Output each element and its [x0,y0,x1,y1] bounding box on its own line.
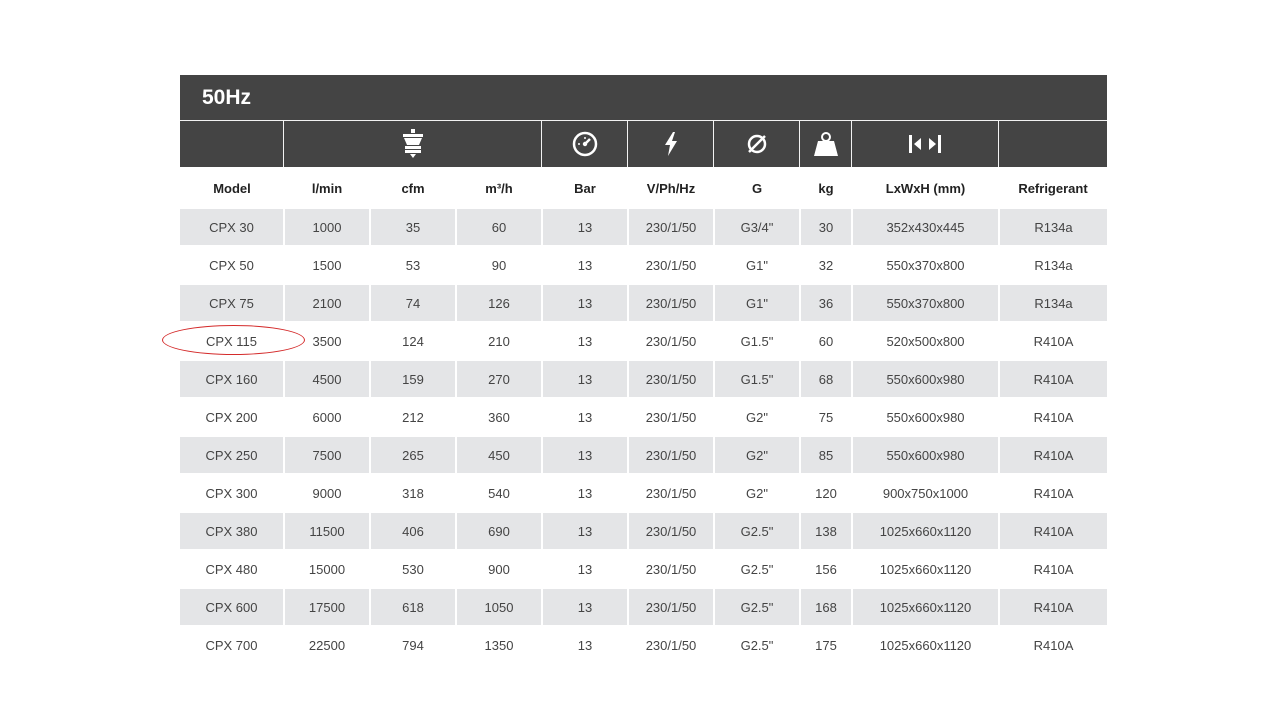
cell-model: CPX 50 [180,246,284,284]
cell-refrigerant: R410A [999,550,1107,588]
table-row [180,436,1107,474]
cell-voltage: 230/1/50 [628,474,714,512]
cell-bar: 13 [542,246,628,284]
icon-cell-empty [999,121,1107,167]
cell-model: CPX 600 [180,588,284,626]
table-row [180,209,1107,246]
cell-connection: G1" [714,246,800,284]
cell-refrigerant: R410A [999,398,1107,436]
cell-lmin: 17500 [284,588,370,626]
cell-dimensions: 550x370x800 [852,246,999,284]
header-model: Model [213,180,251,196]
cell-cfm: 124 [370,322,456,360]
header-lmin: l/min [311,180,343,196]
cell-connection: G2" [714,474,800,512]
cell-m3h: 690 [456,512,542,550]
table-row [180,246,1107,284]
table-row [180,474,1107,512]
cell-dimensions: 900x750x1000 [852,474,999,512]
cell-voltage: 230/1/50 [628,626,714,664]
cell-weight: 75 [800,398,852,436]
cell-bar: 13 [542,284,628,322]
column-header-row [180,167,1107,209]
cell-connection: G1.5" [714,360,800,398]
icon-header-row [180,120,1107,167]
cell-refrigerant: R134a [999,284,1107,322]
cell-bar: 13 [542,436,628,474]
cell-lmin: 9000 [284,474,370,512]
cell-model: CPX 250 [180,436,284,474]
cell-model: CPX 300 [180,474,284,512]
cell-m3h: 1050 [456,588,542,626]
cell-refrigerant: R410A [999,512,1107,550]
cell-connection: G2.5" [714,550,800,588]
table-row [180,626,1107,664]
cell-bar: 13 [542,588,628,626]
cell-weight: 68 [800,360,852,398]
cell-refrigerant: R134a [999,209,1107,246]
frequency-title: 50Hz [202,85,252,109]
cell-m3h: 60 [456,209,542,246]
cell-voltage: 230/1/50 [628,588,714,626]
table-row [180,550,1107,588]
cell-m3h: 1350 [456,626,542,664]
highlight-ellipse [162,325,305,355]
icon-cell-empty [180,121,284,167]
cell-model: CPX 480 [180,550,284,588]
cell-bar: 13 [542,398,628,436]
cell-voltage: 230/1/50 [628,322,714,360]
cell-m3h: 540 [456,474,542,512]
cell-weight: 30 [800,209,852,246]
cell-connection: G2.5" [714,588,800,626]
cell-refrigerant: R134a [999,246,1107,284]
cell-lmin: 3500 [284,322,370,360]
cell-connection: G1.5" [714,322,800,360]
cell-lmin: 22500 [284,626,370,664]
cell-bar: 13 [542,626,628,664]
cell-dimensions: 352x430x445 [852,209,999,246]
cell-dimensions: 520x500x800 [852,322,999,360]
cell-dimensions: 550x600x980 [852,436,999,474]
cell-bar: 13 [542,360,628,398]
cell-cfm: 265 [370,436,456,474]
cell-model: CPX 30 [180,209,284,246]
cell-bar: 13 [542,474,628,512]
cell-weight: 138 [800,512,852,550]
cell-dimensions: 550x600x980 [852,360,999,398]
table-row [180,512,1107,550]
table-row [180,588,1107,626]
cell-cfm: 794 [370,626,456,664]
cell-connection: G2" [714,436,800,474]
cell-cfm: 406 [370,512,456,550]
cell-weight: 156 [800,550,852,588]
cell-connection: G2.5" [714,512,800,550]
cell-lmin: 15000 [284,550,370,588]
cell-connection: G1" [714,284,800,322]
cell-lmin: 7500 [284,436,370,474]
cell-cfm: 159 [370,360,456,398]
cell-bar: 13 [542,322,628,360]
cell-cfm: 53 [370,246,456,284]
spec-table [180,167,1107,665]
cell-model: CPX 75 [180,284,284,322]
cell-voltage: 230/1/50 [628,246,714,284]
header-dimensions: LxWxH (mm) [885,180,966,196]
cell-cfm: 74 [370,284,456,322]
cell-refrigerant: R410A [999,360,1107,398]
cell-voltage: 230/1/50 [628,436,714,474]
header-voltage: V/Ph/Hz [646,180,696,196]
cell-bar: 13 [542,512,628,550]
cell-refrigerant: R410A [999,436,1107,474]
header-m3h: m³/h [485,180,513,196]
cell-refrigerant: R410A [999,626,1107,664]
cell-model: CPX 380 [180,512,284,550]
diameter-icon [714,121,800,167]
cell-m3h: 90 [456,246,542,284]
cell-connection: G2.5" [714,626,800,664]
frequency-title-bar [180,75,1107,120]
cell-voltage: 230/1/50 [628,209,714,246]
cell-refrigerant: R410A [999,322,1107,360]
cell-model: CPX 200 [180,398,284,436]
cell-weight: 85 [800,436,852,474]
cell-m3h: 270 [456,360,542,398]
cell-model: CPX 115 [180,322,284,360]
cell-cfm: 318 [370,474,456,512]
table-row [180,360,1107,398]
cell-connection: G3/4" [714,209,800,246]
table-row [180,322,1107,360]
header-cfm: cfm [401,180,425,196]
cell-m3h: 210 [456,322,542,360]
cell-lmin: 4500 [284,360,370,398]
cell-dimensions: 1025x660x1120 [852,550,999,588]
table-row [180,398,1107,436]
cell-refrigerant: R410A [999,474,1107,512]
pressure-gauge-icon [542,121,628,167]
cell-lmin: 11500 [284,512,370,550]
cell-cfm: 35 [370,209,456,246]
weight-icon [800,121,852,167]
cell-weight: 36 [800,284,852,322]
cell-cfm: 530 [370,550,456,588]
table-row [180,284,1107,322]
cell-lmin: 1500 [284,246,370,284]
cell-lmin: 1000 [284,209,370,246]
airflow-icon [284,121,542,167]
spec-sheet [180,75,1107,665]
cell-dimensions: 1025x660x1120 [852,588,999,626]
header-kg: kg [818,180,834,196]
cell-dimensions: 1025x660x1120 [852,512,999,550]
cell-m3h: 360 [456,398,542,436]
cell-model: CPX 700 [180,626,284,664]
cell-connection: G2" [714,398,800,436]
cell-cfm: 618 [370,588,456,626]
cell-dimensions: 1025x660x1120 [852,626,999,664]
cell-voltage: 230/1/50 [628,360,714,398]
cell-weight: 60 [800,322,852,360]
cell-m3h: 900 [456,550,542,588]
cell-voltage: 230/1/50 [628,512,714,550]
lightning-icon [628,121,714,167]
cell-refrigerant: R410A [999,588,1107,626]
cell-weight: 32 [800,246,852,284]
cell-voltage: 230/1/50 [628,398,714,436]
cell-model: CPX 160 [180,360,284,398]
cell-lmin: 6000 [284,398,370,436]
cell-lmin: 2100 [284,284,370,322]
cell-dimensions: 550x370x800 [852,284,999,322]
cell-bar: 13 [542,550,628,588]
dimensions-icon [852,121,999,167]
cell-weight: 168 [800,588,852,626]
cell-weight: 175 [800,626,852,664]
cell-weight: 120 [800,474,852,512]
cell-cfm: 212 [370,398,456,436]
header-bar: Bar [574,180,596,196]
cell-m3h: 450 [456,436,542,474]
cell-m3h: 126 [456,284,542,322]
cell-bar: 13 [542,209,628,246]
cell-dimensions: 550x600x980 [852,398,999,436]
header-refrigerant: Refrigerant [1018,180,1088,196]
cell-voltage: 230/1/50 [628,284,714,322]
cell-voltage: 230/1/50 [628,550,714,588]
header-g: G [751,180,763,196]
